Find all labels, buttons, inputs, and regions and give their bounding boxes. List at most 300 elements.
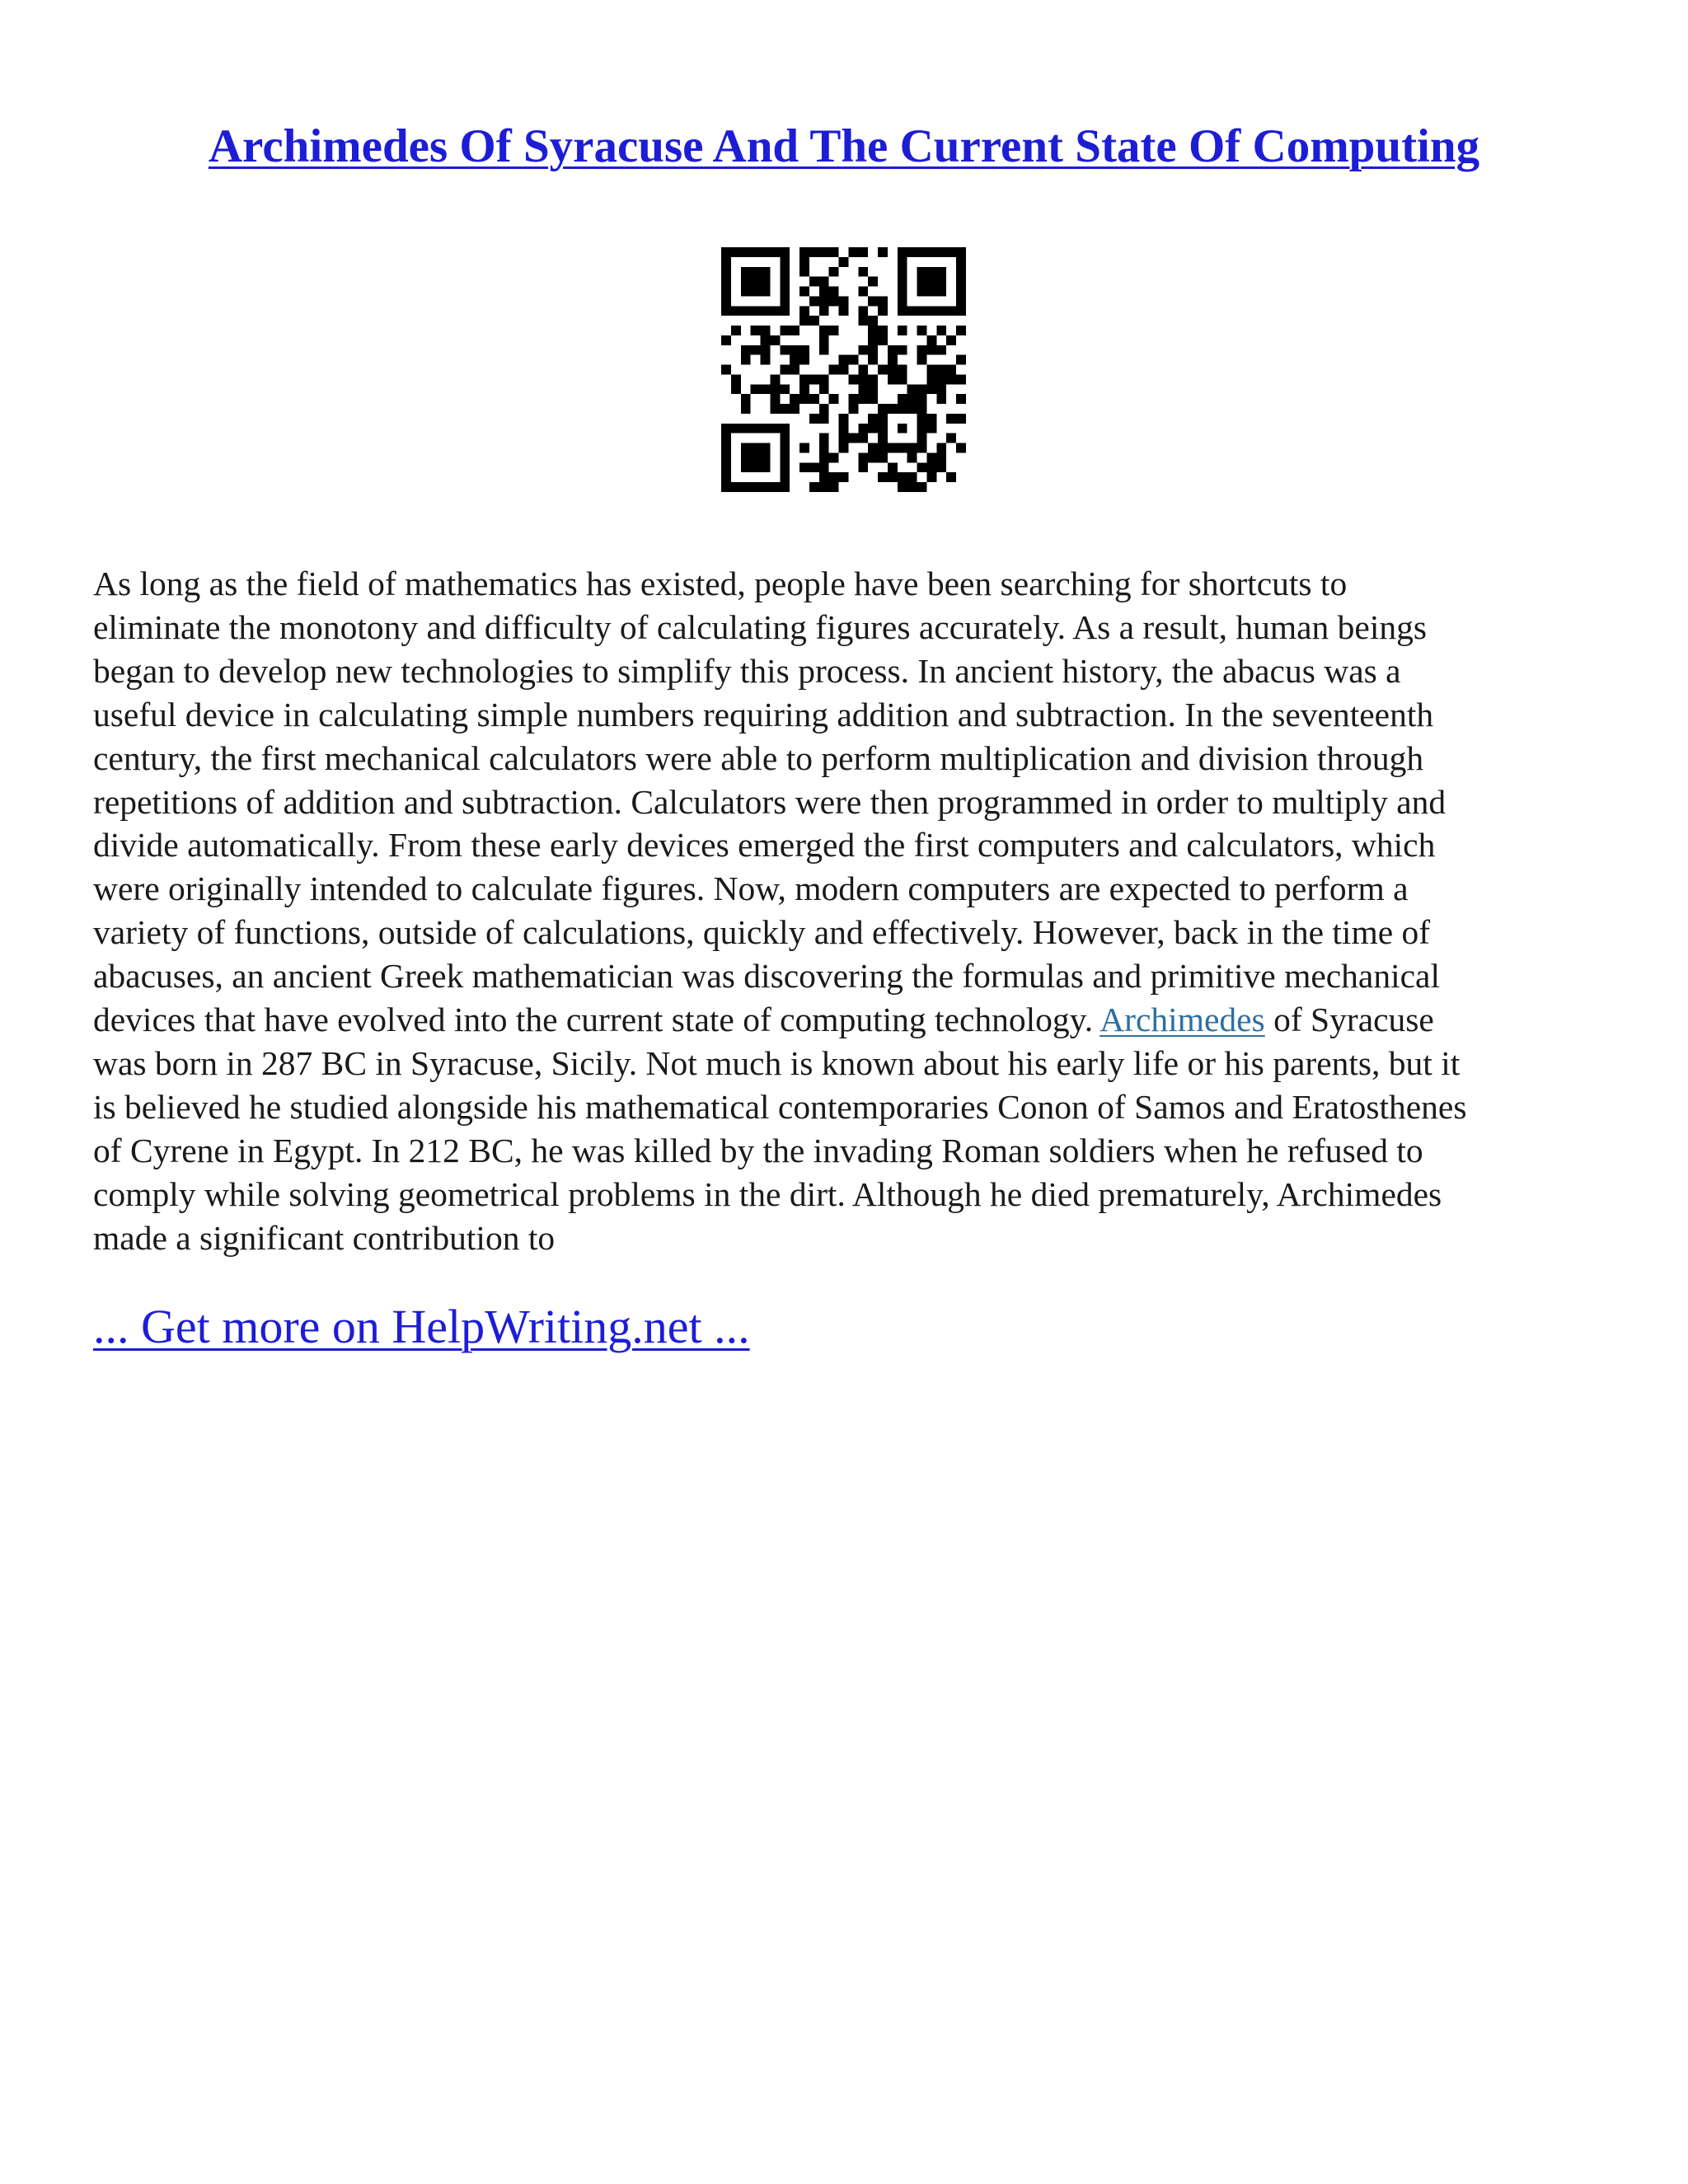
qr-module [848, 394, 858, 404]
qr-module [848, 247, 858, 257]
qr-module [770, 384, 780, 394]
qr-module [956, 267, 966, 277]
qr-module [799, 443, 809, 453]
qr-module [780, 345, 790, 355]
qr-module [819, 296, 829, 306]
qr-module [926, 462, 936, 472]
qr-module [721, 277, 731, 287]
qr-module [819, 414, 829, 424]
qr-module [917, 277, 927, 287]
qr-module [780, 404, 790, 414]
qr-module [799, 384, 809, 394]
qr-module [839, 257, 849, 267]
qr-module [721, 247, 731, 257]
qr-module [809, 414, 819, 424]
qr-module [819, 374, 829, 384]
qr-module [917, 267, 927, 277]
qr-module [780, 326, 790, 335]
qr-module [917, 394, 927, 404]
qr-module [898, 247, 907, 257]
qr-module [936, 287, 946, 297]
qr-module [917, 434, 927, 443]
qr-module [809, 316, 819, 326]
qr-module [819, 326, 829, 335]
qr-module [956, 326, 966, 335]
qr-module [809, 277, 819, 287]
qr-module [829, 472, 839, 482]
qr-module [917, 404, 927, 414]
more-link-container [93, 1297, 750, 1357]
qr-module [721, 443, 731, 453]
qr-module [741, 345, 751, 355]
qr-module [721, 287, 731, 297]
qr-module [956, 257, 966, 267]
qr-module [751, 482, 761, 492]
qr-module [878, 326, 888, 335]
qr-module [721, 257, 731, 267]
body-paragraph [93, 562, 1601, 1260]
qr-module [731, 326, 741, 335]
qr-module [829, 267, 839, 277]
qr-module [741, 462, 751, 472]
qr-module [868, 452, 878, 462]
qr-module [809, 247, 819, 257]
qr-module [898, 306, 907, 316]
qr-module [799, 374, 809, 384]
qr-module [751, 267, 761, 277]
qr-module [761, 306, 771, 316]
qr-module [868, 394, 878, 404]
paragraph-line: As long as the field of mathematics has existed, people have been searching for shortcuts to [93, 565, 1348, 602]
qr-module [956, 355, 966, 365]
paragraph-line: is believed he studied alongside his mathematical contemporaries Conon of Samos and Eratosthenes [93, 1087, 1467, 1126]
qr-module [936, 345, 946, 355]
qr-module [848, 404, 858, 414]
qr-module [898, 404, 907, 414]
qr-module [761, 355, 771, 365]
qr-module [770, 306, 780, 316]
qr-module [907, 482, 917, 492]
qr-module [741, 443, 751, 453]
qr-module [907, 306, 917, 316]
qr-module [878, 472, 888, 482]
qr-module [888, 443, 898, 453]
qr-module [878, 434, 888, 443]
qr-module [926, 472, 936, 482]
qr-module [799, 247, 809, 257]
qr-module [898, 374, 907, 384]
qr-module [829, 482, 839, 492]
qr-module [761, 247, 771, 257]
qr-module [956, 296, 966, 306]
qr-module [858, 434, 868, 443]
qr-module [770, 424, 780, 434]
qr-module [839, 306, 849, 316]
qr-module [868, 414, 878, 424]
qr-module [741, 404, 751, 414]
paragraph-line: made a significant contribution to [93, 1218, 556, 1257]
qr-module [819, 434, 829, 443]
qr-module [780, 472, 790, 482]
qr-module [898, 267, 907, 277]
qr-module [907, 472, 917, 482]
qr-module [809, 462, 819, 472]
qr-module [848, 355, 858, 365]
qr-module [878, 335, 888, 345]
qr-module [761, 326, 771, 335]
qr-module [761, 462, 771, 472]
qr-module [907, 443, 917, 453]
qr-module [741, 306, 751, 316]
qr-module [761, 277, 771, 287]
qr-module [751, 247, 761, 257]
qr-module [799, 462, 809, 472]
qr-module [926, 306, 936, 316]
qr-module [780, 482, 790, 492]
qr-module [741, 482, 751, 492]
qr-module [809, 374, 819, 384]
qr-module [917, 345, 927, 355]
qr-module [751, 287, 761, 297]
qr-module [926, 287, 936, 297]
qr-module [907, 452, 917, 462]
qr-module [839, 414, 849, 424]
qr-code-icon [721, 247, 966, 492]
qr-module [926, 247, 936, 257]
qr-module [898, 394, 907, 404]
qr-module [751, 306, 761, 316]
qr-module [799, 267, 809, 277]
qr-module [780, 384, 790, 394]
qr-module [868, 277, 878, 287]
qr-module [907, 404, 917, 414]
paragraph-line: were originally intended to calculate figures. Now, modern computers are expected to perform a [93, 869, 1409, 908]
qr-module [790, 345, 799, 355]
paragraph-line-tail: of Syracuse [1273, 1001, 1434, 1039]
qr-module [868, 296, 878, 306]
qr-module [751, 452, 761, 462]
qr-module [751, 277, 761, 287]
qr-module [770, 374, 780, 384]
qr-module [858, 384, 868, 394]
qr-module [819, 462, 829, 472]
qr-module [878, 404, 888, 414]
qr-module [878, 306, 888, 316]
qr-module [819, 404, 829, 414]
paragraph-line: useful device in calculating simple numbers requiring addition and subtraction. In the seventeenth [93, 695, 1434, 733]
qr-module [868, 326, 878, 335]
qr-module [819, 335, 829, 345]
qr-module [888, 355, 898, 365]
qr-module [917, 287, 927, 297]
qr-module [917, 462, 927, 472]
qr-module [761, 452, 771, 462]
qr-module [819, 277, 829, 287]
qr-module [907, 394, 917, 404]
qr-module [917, 443, 927, 453]
page-title [0, 114, 1688, 180]
qr-module [819, 345, 829, 355]
qr-module [721, 452, 731, 462]
qr-module [829, 365, 839, 375]
qr-module [926, 374, 936, 384]
qr-module [751, 424, 761, 434]
qr-module [761, 482, 771, 492]
paragraph-line: century, the first mechanical calculators were able to perform multiplication and division through [93, 738, 1424, 777]
qr-module [858, 247, 868, 257]
qr-module [761, 345, 771, 355]
qr-module [868, 424, 878, 434]
title-link[interactable]: Archimedes Of Syracuse And The Current State Of Computing [208, 120, 1480, 172]
qr-module [770, 247, 780, 257]
qr-module [917, 482, 927, 492]
qr-module [829, 296, 839, 306]
qr-module [819, 306, 829, 316]
qr-module [751, 443, 761, 453]
qr-module [780, 306, 790, 316]
qr-module [780, 424, 790, 434]
qr-module [790, 365, 799, 375]
qr-module [868, 316, 878, 326]
qr-module [790, 394, 799, 404]
paragraph-line: eliminate the monotony and difficulty of calculating figures accurately. As a result, human beings [93, 607, 1428, 646]
qr-module [858, 267, 868, 277]
qr-module [878, 365, 888, 375]
qr-module [858, 394, 868, 404]
qr-module [936, 394, 946, 404]
qr-module [761, 424, 771, 434]
qr-module [868, 345, 878, 355]
qr-module [780, 287, 790, 297]
qr-module [839, 365, 849, 375]
qr-module [956, 374, 966, 384]
qr-module [761, 384, 771, 394]
qr-module [809, 296, 819, 306]
paragraph-line-text: devices that have evolved into the current state of computing technology. [93, 1001, 1094, 1039]
qr-module [721, 296, 731, 306]
qr-module [868, 355, 878, 365]
qr-module [888, 345, 898, 355]
qr-module [936, 326, 946, 335]
qr-module [839, 472, 849, 482]
qr-module [898, 424, 907, 434]
qr-module [858, 345, 868, 355]
qr-module [858, 287, 868, 297]
qr-module [819, 384, 829, 394]
qr-module [878, 296, 888, 306]
qr-module [898, 277, 907, 287]
qr-module [751, 326, 761, 335]
qr-module [917, 306, 927, 316]
qr-module [946, 414, 956, 424]
qr-module [819, 443, 829, 453]
qr-module [917, 414, 927, 424]
qr-module [898, 296, 907, 306]
qr-module [936, 267, 946, 277]
qr-module [946, 335, 956, 345]
qr-module [868, 335, 878, 345]
qr-module [780, 247, 790, 257]
qr-module [721, 424, 731, 434]
qr-module [898, 443, 907, 453]
qr-module [917, 355, 927, 365]
qr-module [780, 267, 790, 277]
qr-module [917, 424, 927, 434]
paragraph-line: comply while solving geometrical problems in the dirt. Although he died prematurely, Archimedes [93, 1174, 1442, 1213]
qr-module [780, 257, 790, 267]
qr-module [936, 374, 946, 384]
qr-module [888, 374, 898, 384]
qr-module [878, 443, 888, 453]
qr-module [926, 365, 936, 375]
qr-module [799, 394, 809, 404]
qr-module [751, 345, 761, 355]
qr-module [956, 287, 966, 297]
qr-module [809, 482, 819, 492]
qr-module [751, 384, 761, 394]
qr-module [721, 365, 731, 375]
qr-module [926, 414, 936, 424]
qr-module [741, 355, 751, 365]
paragraph-line: abacuses, an ancient Greek mathematician was discovering the formulas and primitive mechanical [93, 957, 1441, 996]
qr-module [741, 394, 751, 404]
qr-module [936, 277, 946, 287]
qr-module [799, 257, 809, 267]
qr-module [770, 394, 780, 404]
qr-module [907, 247, 917, 257]
qr-module [858, 424, 868, 434]
qr-module [878, 452, 888, 462]
qr-module [790, 404, 799, 414]
qr-module [936, 306, 946, 316]
qr-module [898, 257, 907, 267]
qr-module [741, 452, 751, 462]
qr-module [780, 452, 790, 462]
qr-module [858, 365, 868, 375]
qr-module [878, 424, 888, 434]
qr-module [898, 345, 907, 355]
qr-module [858, 306, 868, 316]
qr-module [858, 452, 868, 462]
qr-module [731, 374, 741, 384]
qr-module [721, 482, 731, 492]
qr-module [839, 443, 849, 453]
qr-module [848, 374, 858, 384]
qr-module [829, 394, 839, 404]
qr-module [731, 247, 741, 257]
qr-module [926, 384, 936, 394]
qr-module [936, 462, 946, 472]
qr-module [819, 452, 829, 462]
paragraph-line: repetitions of addition and subtraction. Calculators were then programmed in order to multiply and [93, 782, 1447, 821]
qr-module [917, 247, 927, 257]
qr-module [799, 345, 809, 355]
qr-module [780, 365, 790, 375]
qr-module [898, 287, 907, 297]
qr-module [780, 443, 790, 453]
qr-module [888, 404, 898, 414]
qr-module [926, 335, 936, 345]
qr-module [721, 472, 731, 482]
qr-module [956, 443, 966, 453]
qr-module [898, 482, 907, 492]
qr-module [907, 384, 917, 394]
qr-module [839, 355, 849, 365]
qr-module [878, 247, 888, 257]
qr-module [936, 452, 946, 462]
qr-module [858, 462, 868, 472]
qr-module [741, 424, 751, 434]
qr-module [780, 462, 790, 472]
qr-module [731, 482, 741, 492]
qr-module [936, 443, 946, 453]
qr-module [809, 394, 819, 404]
qr-module [761, 287, 771, 297]
qr-module [819, 287, 829, 297]
qr-module [799, 316, 809, 326]
qr-module [819, 472, 829, 482]
qr-module [799, 355, 809, 365]
qr-module [741, 277, 751, 287]
qr-module [761, 335, 771, 345]
qr-module [946, 306, 956, 316]
qr-module [926, 452, 936, 462]
qr-module [839, 296, 849, 306]
qr-module [829, 326, 839, 335]
qr-module [917, 384, 927, 394]
qr-module [868, 384, 878, 394]
qr-module [888, 472, 898, 482]
qr-module [829, 247, 839, 257]
qr-module [790, 326, 799, 335]
archimedes-link[interactable]: Archimedes [1100, 1001, 1265, 1039]
paragraph-line: variety of functions, outside of calculations, quickly and effectively. However, back in the time of [93, 913, 1431, 952]
paragraph-line: divide automatically. From these early devices emerged the first computers and calculators, which [93, 826, 1436, 865]
qr-module [721, 462, 731, 472]
qr-module [946, 365, 956, 375]
qr-module [956, 277, 966, 287]
qr-module [819, 482, 829, 492]
qr-module [898, 365, 907, 375]
qr-module [839, 424, 849, 434]
get-more-link[interactable]: ... Get more on HelpWriting.net ... [93, 1300, 750, 1353]
qr-module [761, 443, 771, 453]
qr-module [829, 452, 839, 462]
qr-module [868, 443, 878, 453]
qr-module [790, 355, 799, 365]
qr-module [780, 434, 790, 443]
qr-module [888, 462, 898, 472]
qr-module [780, 277, 790, 287]
paragraph-line: was born in 287 BC in Syracuse, Sicily. Not much is known about his early life or his parents, but it [93, 1043, 1461, 1082]
qr-module [721, 335, 731, 345]
qr-module [926, 424, 936, 434]
qr-module [926, 277, 936, 287]
qr-module [946, 434, 956, 443]
qr-module [799, 306, 809, 316]
qr-module [721, 306, 731, 316]
qr-module [898, 326, 907, 335]
qr-module [956, 414, 966, 424]
qr-module [936, 247, 946, 257]
qr-module [721, 434, 731, 443]
paragraph-line: of Cyrene in Egypt. In 212 BC, he was killed by the invading Roman soldiers when he refused to [93, 1131, 1423, 1169]
qr-module [780, 296, 790, 306]
qr-module [868, 374, 878, 384]
qr-module [829, 287, 839, 297]
qr-module [731, 306, 741, 316]
qr-module [946, 247, 956, 257]
